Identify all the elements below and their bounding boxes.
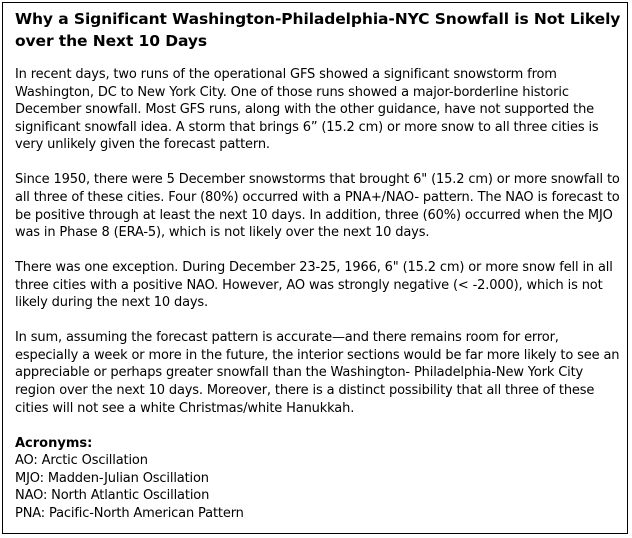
acronym-item-nao: NAO: North Atlantic Oscillation [15, 488, 210, 504]
acronym-item-mjo: MJO: Madden-Julian Oscillation [15, 470, 209, 486]
acronym-item-pna: PNA: Pacific-North American Pattern [15, 506, 244, 522]
acronyms-heading: Acronyms: [15, 435, 93, 451]
document-title: Why a Significant Washington-Philadelphia-NYC Snowfall is Not Likely over the Next 10 Days [15, 10, 621, 50]
acronym-item-ao: AO: Arctic Oscillation [15, 453, 148, 469]
paragraph-gfs-runs: In recent days, two runs of the operational GFS showed a significant snowstorm from Washington, DC to New York City. One of those runs showed a major-borderline historic December snowfall. Most GFS runs, along with the other guidance, have not supported the significant snowfall idea. A storm that brings 6” (15.2 cm) or more snow to all three cities is very unlikely given the forecast pattern. [15, 67, 599, 153]
paragraph-exception: There was one exception. During December 23-25, 1966, 6" (15.2 cm) or more snow fell in all three cities with a positive NAO. However, AO was strongly negative (< -2.000), which is not likely during the next 10 days. [15, 260, 613, 311]
paragraph-in-sum: In sum, assuming the forecast pattern is accurate—and there remains room for error, especially a week or more in the future, the interior sections would be far more likely to see an appreciable or perhaps greater snowfall than the Washington- Philadelphia-New York City region over the next 10 days. Moreover, there is a distinct possibility that all three of these cities will not see a white Christmas/white Hanukkah. [15, 330, 620, 416]
paragraph-since-1950: Since 1950, there were 5 December snowstorms that brought 6" (15.2 cm) or more snowfall to all three of these cities. Four (80%) occurred with a PNA+/NAO- pattern. The NAO is forecast to be positive through at least the next 10 days. In addition, three (60%) occurred when the MJO was in Phase 8 (ERA-5), which is not likely over the next 10 days. [15, 172, 620, 241]
document-frame [2, 2, 628, 534]
acronyms-list [15, 452, 623, 522]
document-content [15, 8, 623, 523]
